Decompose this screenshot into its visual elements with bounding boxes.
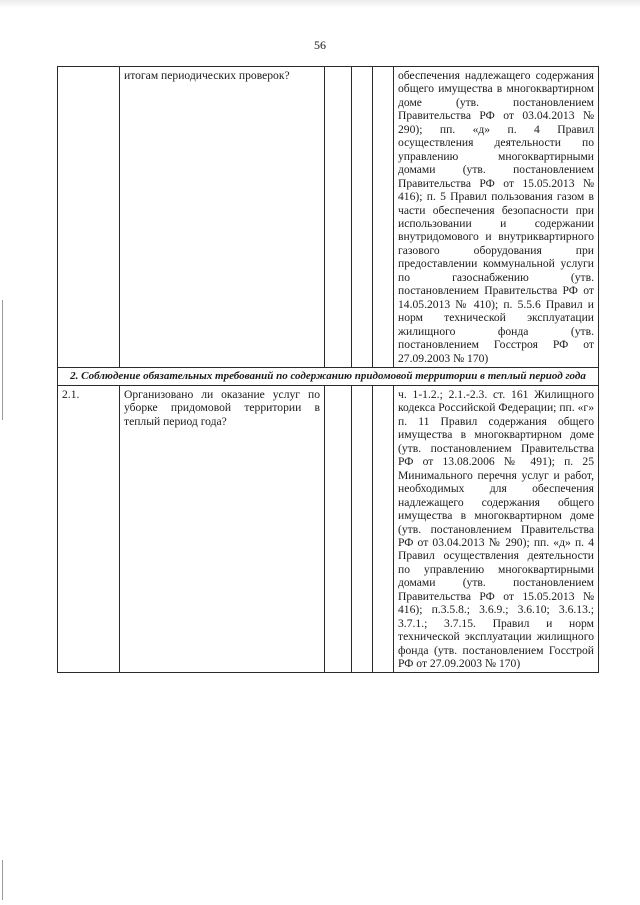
section-title: 2. Соблюдение обязательных требований по содержанию придомовой территории в теплый период года bbox=[58, 367, 599, 385]
legal-reference-cell: ч. 1-1.2.; 2.1.-2.3. ст. 161 Жилищного кодекса Российской Федерации; пп. «г» п. 11 Правил содержания общего имущества в многоквартирном доме (утв. постановлением Правительства РФ от 13.08.2006 № 491); п. 25 Минимального перечня услуг и работ, необходимых для обеспечения надлежащего содержания общего имущества в многоквартирном доме (утв. постановлением Правительства РФ от 03.04.2013 № 290); пп. «д» п. 4 Правил осуществления деятельности по управлению многоквартирными домами (утв. постановлением Правительства РФ от 15.05.2013 № 416); п.3.5.8.; 3.6.9.; 3.6.10; 3.6.13.; 3.7.1.; 3.7.15. Правил и норм технической эксплуатации жилищного фонда (утв. постановлением Госстрой РФ от 27.09.2003 № 170) bbox=[394, 385, 599, 673]
page-number: 56 bbox=[314, 38, 326, 52]
checklist-table bbox=[57, 66, 599, 673]
answer-na-cell bbox=[373, 67, 394, 368]
row-number-cell bbox=[58, 67, 120, 368]
answer-no-cell bbox=[352, 67, 373, 368]
answer-yes-cell bbox=[325, 385, 352, 673]
answer-yes-cell bbox=[325, 67, 352, 368]
question-cell: итогам периодических проверок? bbox=[120, 67, 325, 368]
legal-reference-cell: обеспечения надлежащего содержания общего имущества в многоквартирном доме (утв. постановлением Правительства РФ от 03.04.2013 № 290); пп. «д» п. 4 Правил осуществления деятельности по управлению многоквартирными домами (утв. постановлением Правительства РФ от 15.05.2013 № 416); п. 5 Правил пользования газом в части обеспечения безопасности при использовании и содержании внутридомового и внутриквартирного газового оборудования при предоставлении коммунальной услуги по газоснабжению (утв. постановлением Правительства РФ от 14.05.2013 № 410); п. 5.5.6 Правил и норм технической эксплуатации жилищного фонда (утв. постановлением Госстроя РФ от 27.09.2003 № 170) bbox=[394, 67, 599, 368]
table-row bbox=[58, 67, 599, 368]
answer-na-cell bbox=[373, 385, 394, 673]
section-header-row bbox=[58, 367, 599, 385]
scan-margin-mark bbox=[2, 860, 3, 900]
question-cell: Организовано ли оказание услуг по уборке придомовой территории в теплый период года? bbox=[120, 385, 325, 673]
scan-margin-mark bbox=[2, 300, 3, 420]
answer-no-cell bbox=[352, 385, 373, 673]
scan-top-shadow bbox=[0, 0, 640, 8]
table-row bbox=[58, 385, 599, 673]
row-number-cell: 2.1. bbox=[58, 385, 120, 673]
